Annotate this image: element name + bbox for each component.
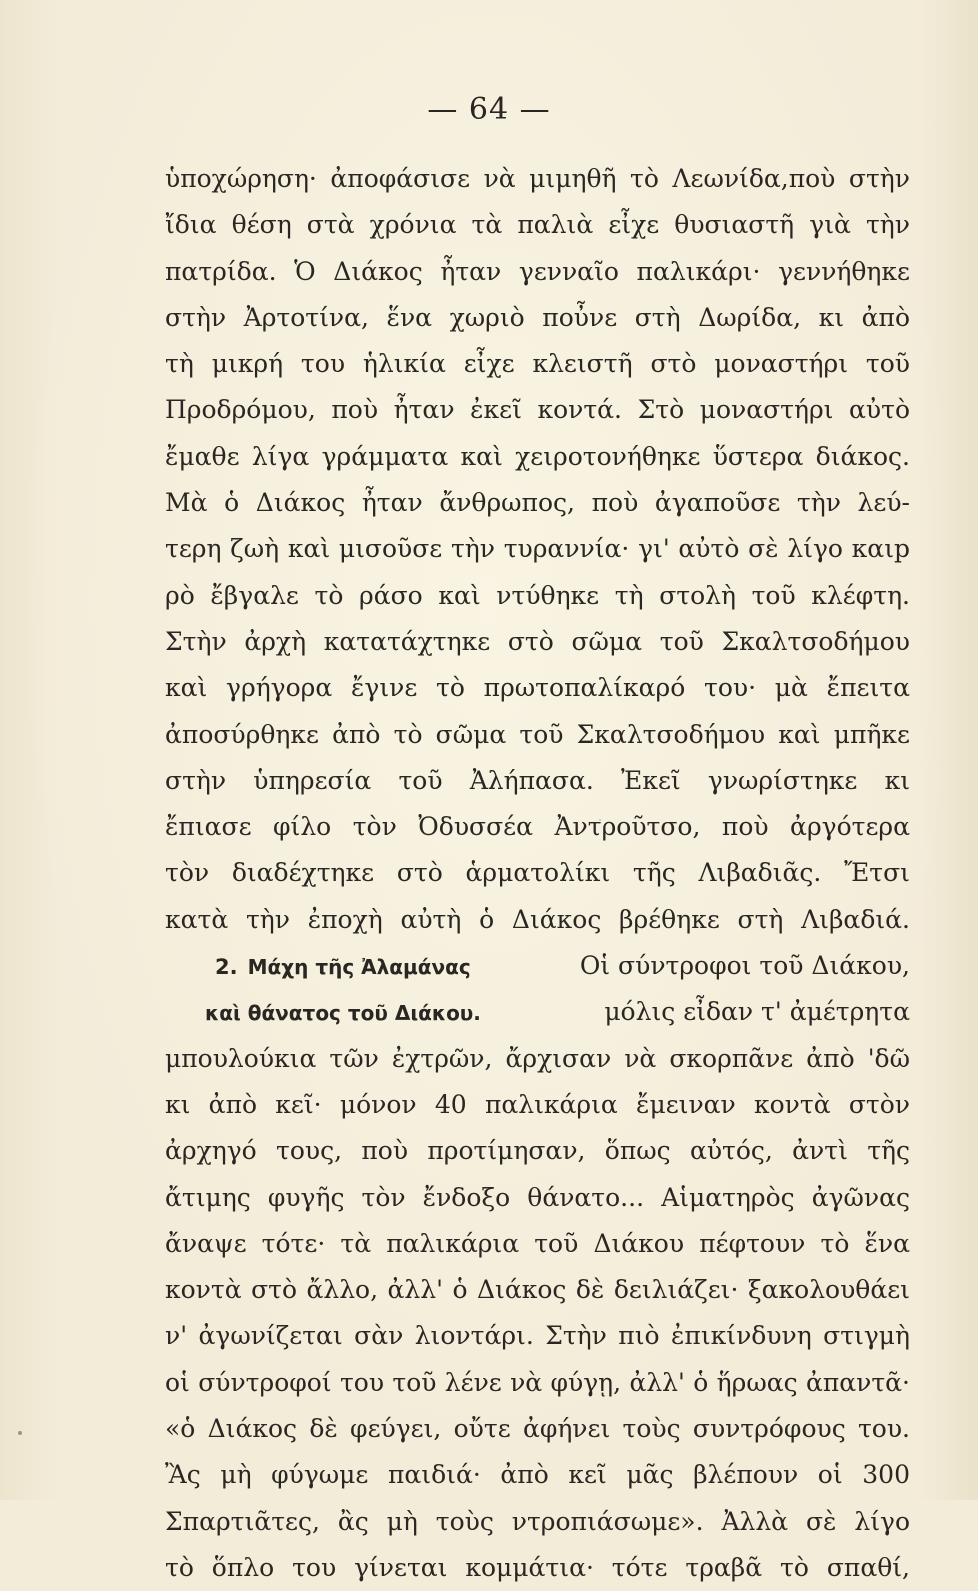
text-line: καὶ γρήγορα ἔγινε τὸ πρωτοπαλίκαρό του· μὰ ἔπειτα (165, 673, 910, 703)
text-line: οἱ σύντροφοί του τοῦ λένε νὰ φύγῃ, ἀλλ' ὁ ἥρωας ἀπαντᾶ· (165, 1367, 910, 1397)
text-line: κατὰ τὴν ἐποχὴ αὐτὴ ὁ Διάκος βρέθηκε στὴ Λιβαδιά. (165, 904, 910, 934)
page-number: — 64 — (427, 92, 551, 127)
text-line: ν' ἀγωνίζεται σὰν λιοντάρι. Στὴν πιὸ ἐπικίνδυνη στιγμὴ (165, 1321, 910, 1351)
text-line: τὴ μικρή του ἡλικία εἶχε κλειστῆ στὸ μοναστήρι τοῦ (165, 349, 910, 379)
text-line: ἀποσύρθηκε ἀπὸ τὸ σῶμα τοῦ Σκαλτσοδήμου καὶ μπῆκε (165, 719, 910, 749)
text-line: τὸν διαδέχτηκε στὸ ἁρματολίκι τῆς Λιβαδιᾶς. Ἔτσι (165, 858, 910, 888)
text-line: ἴδια θέση στὰ χρόνια τὰ παλιὰ εἶχε θυσιαστῆ γιὰ τὴν (165, 210, 910, 240)
text-line: ἔπιασε φίλο τὸν Ὀδυσσέα Ἀντροῦτσο, ποὺ ἀργότερα (165, 812, 910, 842)
text-line: «ὁ Διάκος δὲ φεύγει, οὔτε ἀφήνει τοὺς συντρόφους του. (165, 1414, 910, 1444)
text-line: στὴν Ἀρτοτίνα, ἕνα χωριὸ ποὖνε στὴ Δωρίδα, κι ἀπὸ (165, 302, 910, 332)
text-line: Προδρόμου, ποὺ ἦταν ἐκεῖ κοντά. Στὸ μοναστήρι αὐτὸ (165, 395, 910, 425)
text-line: ρὸ ἔβγαλε τὸ ράσο καὶ ντύθηκε τὴ στολὴ τοῦ κλέφτη. (165, 580, 910, 610)
text-line: ἔμαθε λίγα γράμματα καὶ χειροτονήθηκε ὕστερα διάκος. (165, 441, 910, 471)
text-line: κι ἀπὸ κεῖ· μόνον 40 παλικάρια ἔμειναν κοντὰ στὸν (165, 1089, 910, 1119)
section-number: 2. (215, 955, 238, 980)
text-line: τερη ζωὴ καὶ μισοῦσε τὴν τυραννία· γι' αὐτὸ σὲ λίγο καιp (165, 534, 910, 564)
section-title-part-2: καὶ θάνατος τοῦ Διάκου. (205, 1001, 481, 1026)
text-line: κοντὰ στὸ ἄλλο, ἀλλ' ὁ Διάκος δὲ δειλιάζει· ξακολουθάει (165, 1275, 910, 1305)
text-line: Στὴν ἀρχὴ κατατάχτηκε στὸ σῶμα τοῦ Σκαλτσοδήμου (165, 626, 910, 656)
text-line: στὴν ὑπηρεσία τοῦ Ἀλήπασα. Ἐκεῖ γνωρίστηκε κι (165, 765, 910, 795)
text-line: Μὰ ὁ Διάκος ἦταν ἄνθρωπος, ποὺ ἀγαποῦσε τὴν λεύ- (165, 488, 910, 518)
text-line: ἄναψε τότε· τὰ παλικάρια τοῦ Διάκου πέφτουν τὸ ἕνα (165, 1228, 910, 1258)
text-line: ὑποχώρηση· ἀποφάσισε νὰ μιμηθῆ τὸ Λεωνίδα,ποὺ στὴν (165, 164, 910, 193)
text-line: ἄτιμης φυγῆς τὸν ἔνδοξο θάνατο... Αἱματηρὸς ἀγῶνας (165, 1182, 910, 1212)
section-line-2-text: μόλις εἶδαν τ' ἀμέτρητα (604, 997, 910, 1027)
section-line-1-text: Οἱ σύντροφοι τοῦ Διάκου, (579, 951, 910, 981)
text-line: Ἂς μὴ φύγωμε παιδιά· ἀπὸ κεῖ μᾶς βλέπουν οἱ 300 (165, 1460, 910, 1490)
text-line: ἀρχηγό τους, ποὺ προτίμησαν, ὅπως αὐτός, ἀντὶ τῆς (165, 1136, 910, 1166)
text-line: Σπαρτιᾶτες, ἂς μὴ τοὺς ντροπιάσωμε». Ἀλλὰ σὲ λίγο (165, 1506, 910, 1536)
section-title-part-1: Μάχη τῆς Ἀλαμάνας (247, 955, 471, 980)
text-line: τὸ ὅπλο του γίνεται κομμάτια· τότε τραβᾶ τὸ σπαθί, (165, 1552, 910, 1582)
text-line: μπουλούκια τῶν ἐχτρῶν, ἄρχισαν νὰ σκορπᾶνε ἀπὸ 'δῶ (165, 1043, 910, 1073)
text-line: πατρίδα. Ὁ Διάκος ἦταν γενναῖο παλικάρι· γεννήθηκε (165, 256, 910, 286)
